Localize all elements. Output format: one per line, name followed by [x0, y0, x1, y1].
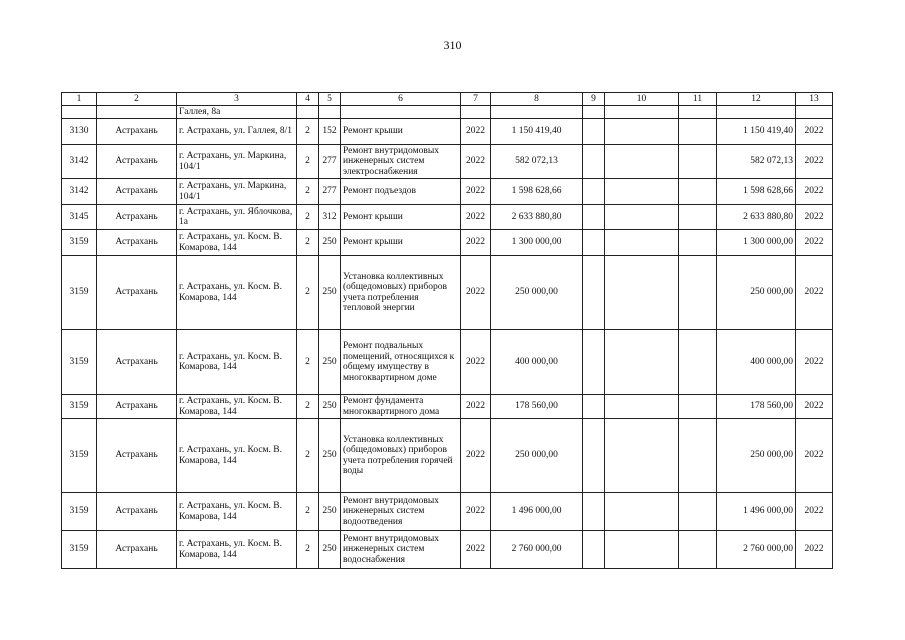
- column-header: 7: [461, 93, 491, 106]
- cell-col5: 250: [319, 330, 341, 395]
- table-row: [62, 531, 833, 569]
- cell-col9: [583, 493, 605, 531]
- cell-col4: 2: [297, 395, 319, 419]
- table-row: [62, 119, 833, 145]
- cell-col11: [679, 179, 717, 205]
- cell-col10: [605, 205, 679, 230]
- cell-city: Астрахань: [97, 419, 177, 493]
- cell-number: 3159: [62, 531, 97, 569]
- cell-completion-year: 2022: [796, 179, 833, 205]
- cell-total: 250 000,00: [717, 256, 796, 330]
- cell-amount: 1 598 628,66: [491, 179, 583, 205]
- cell-amount: 250 000,00: [491, 256, 583, 330]
- cell-work-type: Ремонт крыши: [341, 205, 461, 230]
- cell-col4: 2: [297, 230, 319, 256]
- cell-col11: [679, 119, 717, 145]
- cell-col5: 152: [319, 119, 341, 145]
- table-row: [62, 256, 833, 330]
- cell-amount: 1 150 419,40: [491, 119, 583, 145]
- page-number: 310: [443, 38, 462, 52]
- column-header: 6: [341, 93, 461, 106]
- cell-work-type: Установка коллективных (общедомовых) приборов учета потребления тепловой энергии: [341, 256, 461, 330]
- cell-work-type: Ремонт крыши: [341, 230, 461, 256]
- cell-completion-year: 2022: [796, 419, 833, 493]
- table-row: [62, 145, 833, 179]
- cell-work-type: Ремонт внутридомовых инженерных систем водоотведения: [341, 493, 461, 531]
- cell-work-type: Ремонт внутридомовых инженерных систем электроснабжения: [341, 145, 461, 179]
- cell-year: 2022: [461, 119, 491, 145]
- cell-col5: 277: [319, 179, 341, 205]
- cell-city: Астрахань: [97, 493, 177, 531]
- cell-completion-year: 2022: [796, 531, 833, 569]
- cell-total: 1 496 000,00: [717, 493, 796, 531]
- cell-col9: [583, 119, 605, 145]
- column-header: 2: [97, 93, 177, 106]
- cell-col10: [605, 179, 679, 205]
- cell-col9: [583, 179, 605, 205]
- cell-city: Астрахань: [97, 179, 177, 205]
- cell-col10: [605, 493, 679, 531]
- cell-city: Астрахань: [97, 256, 177, 330]
- cell-col10: [605, 419, 679, 493]
- cell-work-type: Ремонт подвальных помещений, относящихся к общему имуществу в многоквартирном доме: [341, 330, 461, 395]
- column-header: 12: [717, 93, 796, 106]
- cell-city: Астрахань: [97, 395, 177, 419]
- cell-col5: 250: [319, 493, 341, 531]
- cell-col10: [605, 145, 679, 179]
- cell-col5: 277: [319, 145, 341, 179]
- cell-amount: 1 300 000,00: [491, 230, 583, 256]
- cell-address: г. Астрахань, ул. Галлея, 8/1: [177, 119, 297, 145]
- cell-city: Астрахань: [97, 145, 177, 179]
- cell-col5: 250: [319, 395, 341, 419]
- cell-col10: [605, 531, 679, 569]
- cell-amount: 582 072,13: [491, 145, 583, 179]
- continuation-row: [62, 106, 833, 119]
- cell-col11: [679, 205, 717, 230]
- table-row: [62, 419, 833, 493]
- cell-completion-year: 2022: [796, 119, 833, 145]
- cell-total: 582 072,13: [717, 145, 796, 179]
- cell-col9: [583, 230, 605, 256]
- cell-col11: [679, 419, 717, 493]
- cell-address: г. Астрахань, ул. Косм. В. Комарова, 144: [177, 330, 297, 395]
- cell-col10: [605, 395, 679, 419]
- cell-address: г. Астрахань, ул. Маркина, 104/1: [177, 145, 297, 179]
- cell-col5: 312: [319, 205, 341, 230]
- cell-number: 3159: [62, 493, 97, 531]
- cell-city: Астрахань: [97, 230, 177, 256]
- table-row: [62, 230, 833, 256]
- cell-work-type: Установка коллективных (общедомовых) приборов учета потребления горячей воды: [341, 419, 461, 493]
- cell-year: 2022: [461, 230, 491, 256]
- cell-completion-year: 2022: [796, 230, 833, 256]
- cell-address: г. Астрахань, ул. Косм. В. Комарова, 144: [177, 230, 297, 256]
- cell-number: 3159: [62, 395, 97, 419]
- cell-amount: 178 560,00: [491, 395, 583, 419]
- cell-city: Астрахань: [97, 531, 177, 569]
- cell-completion-year: 2022: [796, 395, 833, 419]
- cell-col9: [583, 145, 605, 179]
- cell-col5: 250: [319, 230, 341, 256]
- cell-amount: 2 760 000,00: [491, 531, 583, 569]
- cell-completion-year: 2022: [796, 205, 833, 230]
- cell-total: 2 760 000,00: [717, 531, 796, 569]
- cell-total: 1 598 628,66: [717, 179, 796, 205]
- cell-col4: 2: [297, 419, 319, 493]
- cell-year: 2022: [461, 419, 491, 493]
- continuation-address: Галлея, 8а: [177, 106, 297, 119]
- cell-col4: 2: [297, 205, 319, 230]
- cell-work-type: Ремонт крыши: [341, 119, 461, 145]
- column-header: 8: [491, 93, 583, 106]
- cell-year: 2022: [461, 205, 491, 230]
- cell-col5: 250: [319, 531, 341, 569]
- cell-col9: [583, 256, 605, 330]
- cell-amount: 1 496 000,00: [491, 493, 583, 531]
- cell-work-type: Ремонт внутридомовых инженерных систем водоснабжения: [341, 531, 461, 569]
- cell-col4: 2: [297, 119, 319, 145]
- cell-work-type: Ремонт подъездов: [341, 179, 461, 205]
- cell-amount: 400 000,00: [491, 330, 583, 395]
- cell-col11: [679, 230, 717, 256]
- cell-col9: [583, 419, 605, 493]
- column-header: 1: [62, 93, 97, 106]
- cell-col5: 250: [319, 419, 341, 493]
- cell-address: г. Астрахань, ул. Косм. В. Комарова, 144: [177, 419, 297, 493]
- cell-col4: 2: [297, 256, 319, 330]
- cell-col11: [679, 493, 717, 531]
- cell-col4: 2: [297, 179, 319, 205]
- cell-year: 2022: [461, 531, 491, 569]
- column-header: 5: [319, 93, 341, 106]
- column-header: 3: [177, 93, 297, 106]
- cell-address: г. Астрахань, ул. Маркина, 104/1: [177, 179, 297, 205]
- cell-total: 250 000,00: [717, 419, 796, 493]
- cell-col11: [679, 531, 717, 569]
- cell-completion-year: 2022: [796, 493, 833, 531]
- cell-number: 3159: [62, 419, 97, 493]
- column-header: 11: [679, 93, 717, 106]
- cell-city: Астрахань: [97, 330, 177, 395]
- cell-address: г. Астрахань, ул. Косм. В. Комарова, 144: [177, 256, 297, 330]
- cell-completion-year: 2022: [796, 330, 833, 395]
- cell-address: г. Астрахань, ул. Косм. В. Комарова, 144: [177, 395, 297, 419]
- table-row: [62, 330, 833, 395]
- cell-col9: [583, 205, 605, 230]
- cell-city: Астрахань: [97, 205, 177, 230]
- cell-number: 3145: [62, 205, 97, 230]
- cell-total: 2 633 880,80: [717, 205, 796, 230]
- cell-year: 2022: [461, 179, 491, 205]
- cell-total: 178 560,00: [717, 395, 796, 419]
- cell-address: г. Астрахань, ул. Косм. В. Комарова, 144: [177, 493, 297, 531]
- cell-col9: [583, 330, 605, 395]
- cell-total: 1 300 000,00: [717, 230, 796, 256]
- cell-city: Астрахань: [97, 119, 177, 145]
- cell-number: 3159: [62, 256, 97, 330]
- cell-col4: 2: [297, 145, 319, 179]
- column-header: 9: [583, 93, 605, 106]
- column-header: 4: [297, 93, 319, 106]
- cell-col11: [679, 395, 717, 419]
- cell-amount: 2 633 880,80: [491, 205, 583, 230]
- column-header: 13: [796, 93, 833, 106]
- cell-number: 3130: [62, 119, 97, 145]
- cell-col5: 250: [319, 256, 341, 330]
- cell-col4: 2: [297, 531, 319, 569]
- cell-col10: [605, 230, 679, 256]
- cell-col9: [583, 395, 605, 419]
- cell-col11: [679, 256, 717, 330]
- cell-number: 3159: [62, 230, 97, 256]
- cell-total: 400 000,00: [717, 330, 796, 395]
- column-number-row: [62, 93, 833, 106]
- cell-number: 3159: [62, 330, 97, 395]
- cell-work-type: Ремонт фундамента многоквартирного дома: [341, 395, 461, 419]
- cell-col10: [605, 119, 679, 145]
- cell-amount: 250 000,00: [491, 419, 583, 493]
- cell-completion-year: 2022: [796, 145, 833, 179]
- table-row: [62, 205, 833, 230]
- cell-year: 2022: [461, 145, 491, 179]
- cell-col11: [679, 330, 717, 395]
- cell-number: 3142: [62, 145, 97, 179]
- cell-year: 2022: [461, 330, 491, 395]
- cell-number: 3142: [62, 179, 97, 205]
- cell-col4: 2: [297, 493, 319, 531]
- table-row: [62, 179, 833, 205]
- cell-year: 2022: [461, 256, 491, 330]
- cell-col10: [605, 330, 679, 395]
- table-row: [62, 395, 833, 419]
- cell-address: г. Астрахань, ул. Яблочкова, 1а: [177, 205, 297, 230]
- column-header: 10: [605, 93, 679, 106]
- cell-col10: [605, 256, 679, 330]
- cell-col4: 2: [297, 330, 319, 395]
- cell-year: 2022: [461, 493, 491, 531]
- cell-address: г. Астрахань, ул. Косм. В. Комарова, 144: [177, 531, 297, 569]
- table-row: [62, 493, 833, 531]
- cell-col11: [679, 145, 717, 179]
- cell-completion-year: 2022: [796, 256, 833, 330]
- cell-total: 1 150 419,40: [717, 119, 796, 145]
- cell-year: 2022: [461, 395, 491, 419]
- cell-col9: [583, 531, 605, 569]
- repair-schedule-table: [61, 92, 833, 569]
